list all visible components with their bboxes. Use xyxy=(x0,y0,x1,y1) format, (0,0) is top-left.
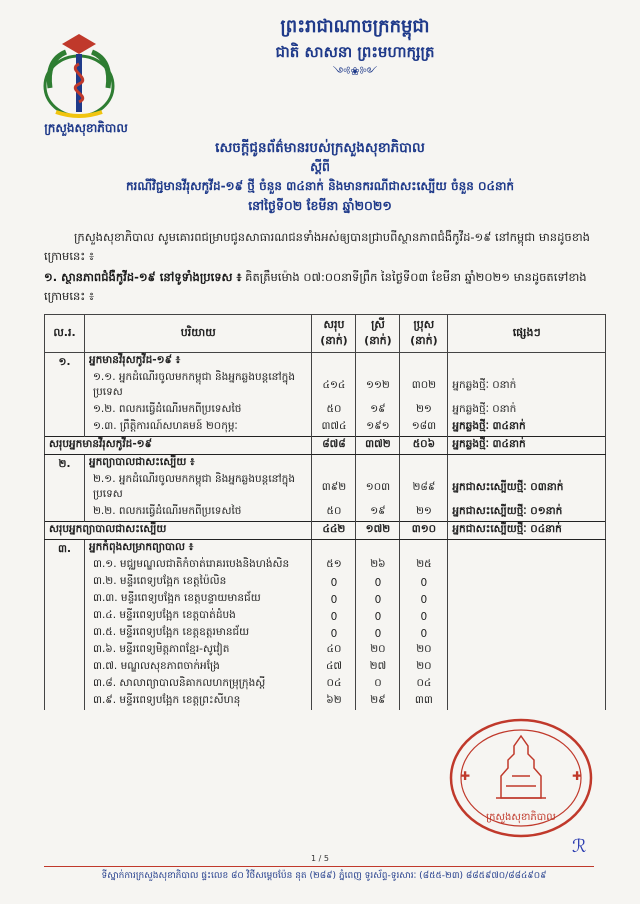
ministry-name: ក្រសួងសុខាភិបាល xyxy=(44,121,128,135)
official-seal xyxy=(446,716,596,840)
total-row xyxy=(45,437,606,455)
row-note: អ្នកជាសះស្បើយថ្មីៈ ០១នាក់ xyxy=(448,504,606,522)
empty-cell xyxy=(312,455,356,473)
col-header-female: ស្រី (នាក់) xyxy=(356,315,400,353)
row-male: ១៨៣ xyxy=(400,419,448,437)
section-heading: ១. ស្ថានភាពជំងឺកូវីដ-១៩ នៅទូទាំងប្រទេស ៖ xyxy=(44,270,242,284)
table-row xyxy=(45,557,606,574)
row-total: ៥០ xyxy=(312,402,356,419)
row-note xyxy=(448,574,606,591)
row-description: ៣.៩. មន្ទីរពេទ្យបង្អែក ខេត្តព្រះសីហនុ xyxy=(84,693,312,710)
row-female: ២៩ xyxy=(356,693,400,710)
table-row xyxy=(45,574,606,591)
row-total: 0 xyxy=(312,591,356,608)
row-description: ៣.៧. មណ្ឌលសុខភាពចាក់អង្រែ xyxy=(84,659,312,676)
group-heading: អ្នកមានវីរុសកូវីដ-១៩ ៖ xyxy=(84,353,312,371)
svg-text:✚: ✚ xyxy=(460,769,471,783)
empty-cell xyxy=(448,540,606,558)
empty-cell xyxy=(312,540,356,558)
empty-cell xyxy=(356,455,400,473)
empty-cell xyxy=(356,353,400,371)
row-male: 0 xyxy=(400,608,448,625)
seal-text: ក្រសួងសុខាភិបាល xyxy=(486,812,556,823)
table-row xyxy=(45,642,606,659)
row-description: ៣.៥. មន្ទីរពេទ្យបង្អែក ខេត្តឧត្តរមានជ័យ xyxy=(84,625,312,642)
total-description: សរុបអ្នកព្យាបាលជាសះស្បើយ xyxy=(45,522,312,540)
total-male: ៣១០ xyxy=(400,522,448,540)
kingdom-title: ព្រះរាជាណាចក្រកម្ពុជា xyxy=(280,16,430,37)
group-heading: អ្នកកំពុងសម្រាកព្យាបាល ៖ xyxy=(84,540,312,558)
total-note: អ្នកឆ្លងថ្មីៈ ៣៤នាក់ xyxy=(448,437,606,455)
row-female: ១៩ xyxy=(356,504,400,522)
empty-cell xyxy=(400,353,448,371)
row-total: ៦២ xyxy=(312,693,356,710)
row-number: ២. xyxy=(45,455,85,522)
row-male: 0 xyxy=(400,591,448,608)
row-female: 0 xyxy=(356,625,400,642)
row-male: 0 xyxy=(400,625,448,642)
row-note xyxy=(448,659,606,676)
row-total: 0 xyxy=(312,574,356,591)
row-description: ៣.៣. មន្ទីរពេទ្យបង្អែក ខេត្តបន្ទាយមានជ័យ xyxy=(84,591,312,608)
table-row xyxy=(45,370,606,402)
col-header-description: បរិយាយ xyxy=(84,315,312,353)
total-female: ១៧២ xyxy=(356,522,400,540)
title-line-3: ករណីវិជ្ជមានវីរុសកូវីដ-១៩ ថ្មី ចំនួន ៣៤នាក់ និងមានករណីជាសះស្បើយ ចំនួន ០៤នាក់ xyxy=(125,179,515,193)
col-header-total: សរុប (នាក់) xyxy=(312,315,356,353)
table-row xyxy=(45,693,606,710)
row-note xyxy=(448,642,606,659)
row-total: ០៤ xyxy=(312,676,356,693)
row-female: ២០ xyxy=(356,642,400,659)
section-1 xyxy=(44,268,609,306)
row-male: ៣០២ xyxy=(400,370,448,402)
row-total: ៥១ xyxy=(312,557,356,574)
empty-cell xyxy=(448,455,606,473)
row-description: ៣.៤. មន្ទីរពេទ្យបង្អែក ខេត្តបាត់ដំបង xyxy=(84,608,312,625)
row-male: ២៨៩ xyxy=(400,472,448,504)
row-description: ២.២. ពលករធ្វើដំណើរមកពីប្រទេសថៃ xyxy=(84,504,312,522)
group-heading-row xyxy=(45,455,606,473)
row-male: ២៥ xyxy=(400,557,448,574)
row-note xyxy=(448,591,606,608)
table-row xyxy=(45,625,606,642)
row-male: ២០ xyxy=(400,659,448,676)
group-heading: អ្នកព្យាបាលជាសះស្បើយ ៖ xyxy=(84,455,312,473)
footer-address: ទីស្នាក់ការក្រសួងសុខាភិបាល ផ្ទះលេខ ៨០ វិថីសម្តេចប៉ែន នុត (២៨៩) ភ្នំពេញ ទូរស័ព្ទ-ទូរសារៈ (៨៥៥-២៣) ៨៨៥៩៧០/៨៨៤៩០៩ xyxy=(101,871,547,881)
row-description: ១.៣. ព្រឹត្តិការណ៍សហគមន៍ ២០កុម្ភៈ xyxy=(84,419,312,437)
total-sum: ៤៤២ xyxy=(312,522,356,540)
row-male: ២១ xyxy=(400,402,448,419)
table-row xyxy=(45,504,606,522)
footer-divider xyxy=(44,866,594,867)
row-total: ៥០ xyxy=(312,504,356,522)
ornament-icon: ༺❀༻ xyxy=(332,65,378,78)
row-description: ១.១. អ្នកដំណើរចូលមកកម្ពុជា និងអ្នកឆ្លងបន្តនៅក្នុងប្រទេស xyxy=(84,370,312,402)
row-total: ៤១៤ xyxy=(312,370,356,402)
empty-cell xyxy=(400,455,448,473)
section-text: គិតត្រឹមម៉ោង ០៧:០០នាទីព្រឹក នៃថ្ងៃទី០៣ ខែមីនា ឆ្នាំ២០២១ មានដូចតទៅខាងក្រោមនេះ ៖ xyxy=(44,270,587,303)
row-male: ៣៣ xyxy=(400,693,448,710)
row-note xyxy=(448,676,606,693)
total-male: ៥០៦ xyxy=(400,437,448,455)
group-heading-row xyxy=(45,353,606,371)
total-row xyxy=(45,522,606,540)
row-female: ១៩ xyxy=(356,402,400,419)
ministry-of-health-logo xyxy=(36,30,122,122)
national-motto: ជាតិ សាសនា ព្រះមហាក្សត្រ xyxy=(275,43,435,61)
row-female: ១១២ xyxy=(356,370,400,402)
table-body xyxy=(45,353,606,711)
empty-cell xyxy=(356,540,400,558)
row-female: ១៩១ xyxy=(356,419,400,437)
table-row xyxy=(45,591,606,608)
row-note: អ្នកឆ្លងថ្មីៈ ៣៤នាក់ xyxy=(448,419,606,437)
row-description: ៣.៦. មន្ទីរពេទ្យមិត្តភាពខ្មែរ-សូវៀត xyxy=(84,642,312,659)
total-description: សរុបអ្នកមានវីរុសកូវីដ-១៩ xyxy=(45,437,312,455)
svg-text:✚: ✚ xyxy=(572,769,583,783)
row-female: 0 xyxy=(356,591,400,608)
table-row xyxy=(45,659,606,676)
intro-text: ក្រសួងសុខាភិបាល សូមគោរពជម្រាបជូនសាធារណជនទាំងអស់ឲ្យបានជ្រាបពីស្ថានភាពជំងឺកូវីដ-១៩ នៅកម្ពុជា មានដូចខាងក្រោមនេះ ៖ xyxy=(44,230,590,263)
col-header-male: ប្រុស (នាក់) xyxy=(400,315,448,353)
row-female: ២៦ xyxy=(356,557,400,574)
row-note xyxy=(448,608,606,625)
col-header-no: ល.រ. xyxy=(45,315,85,353)
intro-paragraph xyxy=(44,228,609,266)
row-total: ៤៧ xyxy=(312,659,356,676)
title-line-1: សេចក្តីជូនព័ត៌មានរបស់ក្រសួងសុខាភិបាល xyxy=(215,140,425,156)
row-description: ៣.២. មន្ទីរពេទ្យបង្អែក ខេត្តប៉ៃលិន xyxy=(84,574,312,591)
row-male: ២០ xyxy=(400,642,448,659)
covid-stats-table xyxy=(44,314,606,710)
row-description: ៣.៨. សាលាព្យាបាលនិគាកលហកម្រុក្រុងស្តី xyxy=(84,676,312,693)
kingdom-header xyxy=(200,14,510,80)
title-line-4: នៅថ្ងៃទី០២ ខែមីនា ឆ្នាំ២០២១ xyxy=(248,198,392,213)
table-row xyxy=(45,608,606,625)
signature-mark: ℛ xyxy=(572,836,587,857)
row-female: 0 xyxy=(356,608,400,625)
row-male: ២១ xyxy=(400,504,448,522)
row-note: អ្នកឆ្លងថ្មីៈ ០នាក់ xyxy=(448,402,606,419)
row-total: ៤០ xyxy=(312,642,356,659)
table-row xyxy=(45,676,606,693)
row-description: ៣.១. មជ្ឈមណ្ឌលជាតិកំចាត់រោគរបេងនិងហង់សិន xyxy=(84,557,312,574)
row-female: ១០៣ xyxy=(356,472,400,504)
row-note xyxy=(448,693,606,710)
row-number: ១. xyxy=(45,353,85,437)
row-male: 0 xyxy=(400,574,448,591)
row-female: 0 xyxy=(356,574,400,591)
row-number: ៣. xyxy=(45,540,85,711)
row-description: ១.២. ពលករធ្វើដំណើរមកពីប្រទេសថៃ xyxy=(84,402,312,419)
row-note: អ្នកជាសះស្បើយថ្មីៈ ០៣នាក់ xyxy=(448,472,606,504)
row-male: ០៤ xyxy=(400,676,448,693)
total-note: អ្នកជាសះស្បើយថ្មីៈ ០៤នាក់ xyxy=(448,522,606,540)
row-total: 0 xyxy=(312,625,356,642)
row-note xyxy=(448,557,606,574)
group-heading-row xyxy=(45,540,606,558)
document-title xyxy=(60,138,580,216)
row-total: 0 xyxy=(312,608,356,625)
total-female: ៣៧២ xyxy=(356,437,400,455)
table-row xyxy=(45,419,606,437)
row-total: ៣៩២ xyxy=(312,472,356,504)
row-note xyxy=(448,625,606,642)
page-number: 1 / 5 xyxy=(311,854,329,863)
row-note: អ្នកឆ្លងថ្មីៈ ០នាក់ xyxy=(448,370,606,402)
empty-cell xyxy=(400,540,448,558)
title-line-2: ស្តីពី xyxy=(310,159,330,174)
table-row xyxy=(45,472,606,504)
row-description: ២.១. អ្នកដំណើរចូលមកកម្ពុជា និងអ្នកឆ្លងបន្តនៅក្នុងប្រទេស xyxy=(84,472,312,504)
table-row xyxy=(45,402,606,419)
row-total: ៣៧៤ xyxy=(312,419,356,437)
row-female: ២៧ xyxy=(356,659,400,676)
col-header-other: ផ្សេងៗ xyxy=(448,315,606,353)
total-sum: ៨៧៨ xyxy=(312,437,356,455)
empty-cell xyxy=(448,353,606,371)
empty-cell xyxy=(312,353,356,371)
row-female: ០ xyxy=(356,676,400,693)
